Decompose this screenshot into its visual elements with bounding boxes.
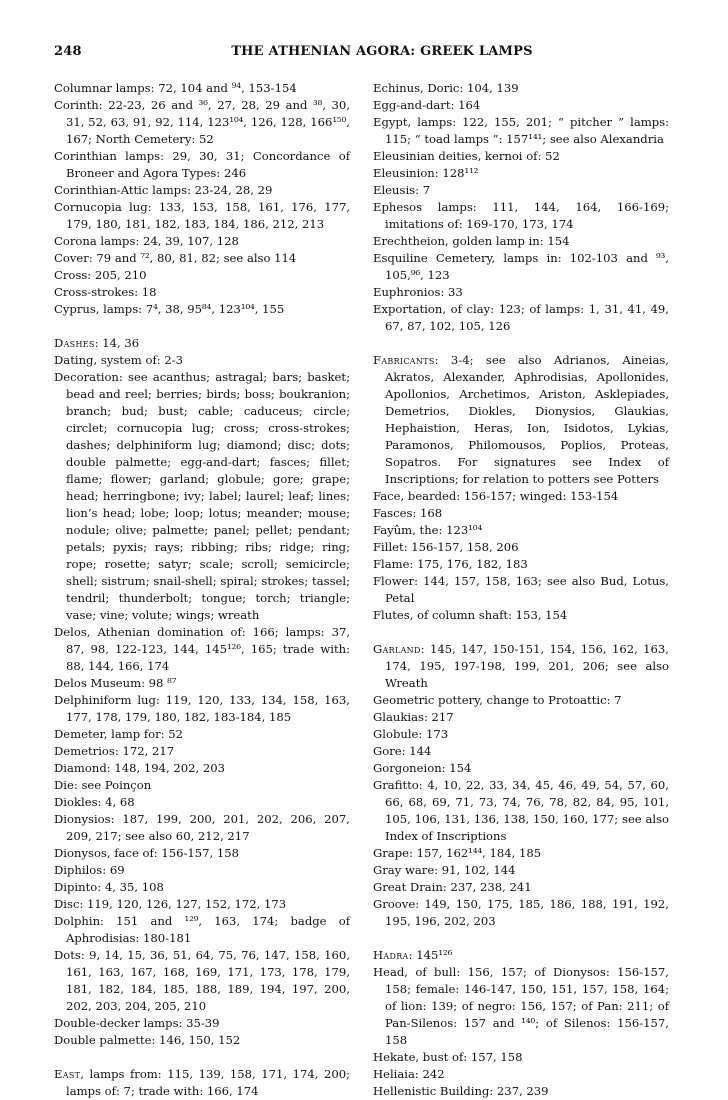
index-references: : 157, 162¹⁴⁴, 184, 185 xyxy=(409,846,542,860)
index-references: : 187, 199, 200, 201, 202, 206, 207, 209, 217; see also 60, 212, 217 xyxy=(66,812,350,843)
index-heading: Gorgoneion xyxy=(373,761,442,775)
index-heading: Cross xyxy=(54,268,88,282)
index-column-left xyxy=(54,80,350,1100)
index-entry xyxy=(373,573,669,607)
index-references: : see acanthus; astragal; bars; basket; bead and reel; berries; birds; boss; boukranion; branch; bud; bust; cable; caduceus; circle; circlet; cornucopia lug; cross; cross-strokes; dashes; delphiniform lug; diamond; disc; dots; double palmette; egg-and-dart; fasces; fillet; flame; flower; garland; globule; gore; grape; head; herringbone; ivy; label; laurel; leaf; lines; lion’s head; lobe; loop; lotus; meander; mouse; nodule; olive; palmette; panel; pellet; pendant; petals; pyxis; rays; ribbing; ribs; ridge; ring; rope; rosette; satyr; scale; scroll; semicircle; shell; sistrum; snail-shell; spiral; strokes; tassel; tendril; thunderbolt; tongue; torch; triangle; vase; vine; volute; wings; wreath xyxy=(66,370,350,622)
index-entry xyxy=(373,250,669,284)
index-references: : see Poinçon xyxy=(73,778,152,792)
index-heading: Diokles xyxy=(54,795,98,809)
index-heading: Eleusinion xyxy=(373,166,435,180)
index-references: , lamps from: 115, 139, 158, 171, 174, 200; lamps of: 7; trade with: 166, 174 xyxy=(66,1067,350,1098)
index-entry xyxy=(54,726,350,743)
index-entry xyxy=(54,148,350,182)
index-references: : 119, 120, 133, 134, 158, 163, 177, 178, 179, 180, 182, 183-184, 185 xyxy=(66,693,350,724)
running-title: THE ATHENIAN AGORA: GREEK LAMPS xyxy=(231,44,533,59)
index-entry xyxy=(54,862,350,879)
index-heading: Dionysos, face of xyxy=(54,846,154,860)
index-references: : 156-157; winged: 153-154 xyxy=(456,489,619,503)
index-heading: Dolphin xyxy=(54,914,101,928)
index-references: : 242 xyxy=(414,1067,445,1081)
index-heading: Columnar lamps xyxy=(54,81,151,95)
index-references: : 157, 158 xyxy=(463,1050,523,1064)
index-heading: Diphilos xyxy=(54,863,103,877)
index-references: : 2-3 xyxy=(156,353,184,367)
index-heading: Gore xyxy=(373,744,402,758)
index-entry xyxy=(373,114,669,148)
index-references: : 156-157, 158, 206 xyxy=(403,540,519,554)
index-heading: Double-decker lamps xyxy=(54,1016,179,1030)
index-references: : 145, 147, 150-151, 154, 156, 162, 163, 174, 195, 197-198, 199, 201, 206; see also Wreath xyxy=(385,642,669,690)
index-heading: Cross-strokes xyxy=(54,285,135,299)
index-heading: Delos, Athenian domination of xyxy=(54,625,242,639)
index-entry xyxy=(54,777,350,794)
index-references: : 205, 210 xyxy=(87,268,147,282)
index-references: : 4, 10, 22, 33, 34, 45, 46, 49, 54, 57, 60, 66, 68, 69, 71, 73, 74, 76, 78, 82, 84, 95, 101, 105, 106, 131, 136, 138, 150, 160, 177; see also Index of Inscriptions xyxy=(385,778,669,843)
index-entry xyxy=(373,760,669,777)
index-heading: Delphiniform lug xyxy=(54,693,156,707)
index-references: : 148, 194, 202, 203 xyxy=(106,761,226,775)
index-entry xyxy=(54,369,350,624)
index-references: : 52 xyxy=(537,149,560,163)
index-references: : 149, 150, 175, 185, 186, 188, 191, 192, 195, 196, 202, 203 xyxy=(385,897,669,928)
index-entry xyxy=(54,1032,350,1049)
index-entry xyxy=(373,709,669,726)
index-entry xyxy=(373,284,669,301)
index-heading: Cornucopia lug xyxy=(54,200,148,214)
index-references: : 23-24, 28, 29 xyxy=(187,183,273,197)
index-entry xyxy=(54,675,350,692)
index-entry xyxy=(373,199,669,233)
index-heading: Fillet xyxy=(373,540,404,554)
page-number: 248 xyxy=(54,44,82,59)
index-entry xyxy=(54,896,350,913)
index-entry xyxy=(373,556,669,573)
index-entry xyxy=(54,284,350,301)
index-entry xyxy=(373,80,669,97)
index-references: : 144, 157, 158, 163; see also Bud, Lotus, Petal xyxy=(385,574,669,605)
index-entry xyxy=(54,760,350,777)
index-heading: Flower xyxy=(373,574,415,588)
index-entry xyxy=(373,964,669,1049)
index-entry xyxy=(373,947,669,964)
index-heading: Ephesos lamps xyxy=(373,200,473,214)
index-references: : 35-39 xyxy=(178,1016,220,1030)
index-entry xyxy=(54,913,350,947)
index-heading: Corinth xyxy=(54,98,99,112)
index-references: : 3-4; see also Adrianos, Aineias, Akratos, Alexander, Aphrodisias, Apollonides, Apollonios, Archetimos, Ariston, Asklepiades, Demetrios, Diokles, Dionysios, Glaukias, Hephaistion, Heras, Ion, Isidotos, Lykias, Paramonos, Philomousos, Poplios, Proteas, Sopatros. For signatures see Index of Inscriptions; for relation to potters see Potters xyxy=(385,353,669,486)
index-heading: Esquiline Cemetery, lamps in xyxy=(373,251,558,265)
index-heading: Demeter, lamp for xyxy=(54,727,161,741)
index-references: : 72, 104 and xyxy=(150,81,232,95)
index-entry xyxy=(373,896,669,930)
index-heading: Hekate, bust of xyxy=(373,1050,464,1064)
index-references: : 123; of lamps: 1, 31, 41, 49, 67, 87, 102, 105, 126 xyxy=(385,302,669,333)
index-references: : 102-103 and ⁹³, 105,⁹⁶, 123 xyxy=(385,251,669,282)
index-references: : 172, 217 xyxy=(114,744,175,758)
index-heading: Dipinto xyxy=(54,880,98,894)
running-header xyxy=(54,44,680,64)
index-references: : 104, 139 xyxy=(459,81,519,95)
index-heading: Corona lamps xyxy=(54,234,136,248)
index-entry xyxy=(373,233,669,250)
index-references: , 153-154 xyxy=(241,81,297,95)
index-entry xyxy=(373,726,669,743)
index-heading: Double palmette xyxy=(54,1033,152,1047)
index-references: : 168 xyxy=(412,506,443,520)
index-references: : 166; lamps: 37, 87, 98, 122-123, 144, 145¹²⁶, 165; trade with: 88, 144, 166, 174 xyxy=(66,625,351,673)
index-entry xyxy=(54,250,350,267)
index-entry xyxy=(54,80,350,97)
index-references: : 151 and ¹²⁹, 163, 174; badge of Aphrodisias: 180-181 xyxy=(66,914,350,945)
index-entry xyxy=(373,845,669,862)
index-heading: Great Drain xyxy=(373,880,443,894)
index-heading: Demetrios xyxy=(54,744,115,758)
index-entry xyxy=(54,335,350,352)
index-column-right xyxy=(373,80,669,1100)
index-heading: Gray ware xyxy=(373,863,435,877)
index-heading: Globule xyxy=(373,727,419,741)
index-references: : 18 xyxy=(134,285,157,299)
index-heading: Fabricants xyxy=(373,353,435,367)
index-references: : 173 xyxy=(418,727,449,741)
index-heading: Flame xyxy=(373,557,410,571)
index-heading: Cyprus, lamps xyxy=(54,302,139,316)
index-heading: Grape xyxy=(373,846,409,860)
index-heading: Face, bearded xyxy=(373,489,457,503)
index-entry xyxy=(373,777,669,845)
index-references: : 24, 39, 107, 128 xyxy=(135,234,239,248)
index-heading: Eleusis xyxy=(373,183,416,197)
index-heading: Cover xyxy=(54,251,89,265)
index-references: : 237, 238, 241 xyxy=(442,880,532,894)
index-references: : 156-157, 158 xyxy=(153,846,240,860)
index-heading: Corinthian lamps xyxy=(54,149,161,163)
index-heading: Die xyxy=(54,778,74,792)
index-entry xyxy=(54,1066,350,1100)
index-heading: Decoration xyxy=(54,370,119,384)
index-entry xyxy=(54,267,350,284)
footnote-ref: 94 xyxy=(231,81,242,90)
index-references: : 111, 144, 164, 166-169; imitations of: 169-170, 173, 174 xyxy=(385,200,670,231)
index-entry xyxy=(373,522,669,539)
index-references: : 9, 14, 15, 36, 51, 64, 75, 76, 147, 158, 160, 161, 163, 167, 168, 169, 171, 173, 178, 179, 181, 182, 184, 185, 188, 189, 194, 197, 200, 202, 203, 204, 205, 210 xyxy=(66,948,350,1013)
index-references: : 133, 153, 158, 161, 176, 177, 179, 180, 181, 182, 183, 184, 186, 212, 213 xyxy=(66,200,351,231)
index-references: : 164 xyxy=(450,98,481,112)
index-heading: Fasces xyxy=(373,506,413,520)
index-references: : 237, 239 xyxy=(489,1084,549,1098)
index-heading: Head, of bull xyxy=(373,965,457,979)
index-references: : 119, 120, 126, 127, 152, 172, 173 xyxy=(79,897,287,911)
index-entry xyxy=(54,352,350,369)
index-references: : 217 xyxy=(423,710,454,724)
index-references: : 146, 150, 152 xyxy=(151,1033,241,1047)
index-heading: Euphronios xyxy=(373,285,441,299)
index-entry xyxy=(54,199,350,233)
index-heading: Geometric pottery, change to Protoattic xyxy=(373,693,607,707)
index-heading: Groove xyxy=(373,897,416,911)
index-references: : 79 and ⁷², 80, 81, 82; see also 114 xyxy=(88,251,297,265)
index-heading: Disc xyxy=(54,897,80,911)
index-references: : 98 ⁸⁷ xyxy=(141,676,177,690)
index-heading: Dots xyxy=(54,948,81,962)
index-references: : 154 xyxy=(441,761,472,775)
index-heading: Echinus, Doric xyxy=(373,81,460,95)
index-entry xyxy=(54,743,350,760)
index-entry xyxy=(54,301,350,318)
index-references: : 91, 102, 144 xyxy=(434,863,516,877)
index-references: : 128¹¹² xyxy=(434,166,479,180)
index-references: : 69 xyxy=(102,863,125,877)
index-entry xyxy=(373,607,669,624)
index-references: : 7 xyxy=(415,183,431,197)
index-heading: Dionysios xyxy=(54,812,111,826)
index-entry xyxy=(373,182,669,199)
index-references: : 153, 154 xyxy=(508,608,568,622)
index-entry xyxy=(54,947,350,1015)
index-heading: Egg-and-dart xyxy=(373,98,451,112)
index-heading: Diamond xyxy=(54,761,107,775)
index-entry xyxy=(373,301,669,335)
index-entry xyxy=(54,233,350,250)
index-heading: Fayûm, the xyxy=(373,523,439,537)
index-entry xyxy=(54,624,350,675)
index-references: : 154 xyxy=(539,234,570,248)
index-references: : 145¹²⁶ xyxy=(408,948,453,962)
index-heading: Heliaia xyxy=(373,1067,415,1081)
index-heading: Grafitto xyxy=(373,778,419,792)
index-references: : 22-23, 26 and ³⁶, 27, 28, 29 and ³⁸, 30, 31, 52, 63, 91, 92, 114, 123¹⁰⁴, 126, 128, 166¹⁵⁰, 167; North Cemetery: 52 xyxy=(66,98,350,146)
index-entry xyxy=(373,1049,669,1066)
index-references: : 4, 68 xyxy=(97,795,135,809)
index-heading: Erechtheion, golden lamp in xyxy=(373,234,540,248)
index-heading: Flutes, of column shaft xyxy=(373,608,509,622)
index-heading: Glaukias xyxy=(373,710,424,724)
index-heading: Delos Museum xyxy=(54,676,142,690)
index-entry xyxy=(373,97,669,114)
index-entry xyxy=(373,352,669,488)
index-references: : 14, 36 xyxy=(94,336,140,350)
index-entry xyxy=(373,165,669,182)
index-references: : 52 xyxy=(160,727,184,741)
index-heading: Dating, system of xyxy=(54,353,157,367)
index-entry xyxy=(54,97,350,148)
index-heading: Hadra xyxy=(373,948,409,962)
index-references: : 122, 155, 201; “ pitcher ” lamps: 115; “ toad lamps ”: 157¹⁴¹; see also Alexandria xyxy=(385,115,670,146)
index-entry xyxy=(54,845,350,862)
index-references: : 175, 176, 182, 183 xyxy=(409,557,528,571)
index-entry xyxy=(373,743,669,760)
index-entry xyxy=(54,811,350,845)
index-entry xyxy=(373,1083,669,1100)
index-heading: Egypt, lamps xyxy=(373,115,453,129)
index-entry xyxy=(373,148,669,165)
index-entry xyxy=(54,692,350,726)
index-entry xyxy=(54,182,350,199)
index-references: : 7 xyxy=(606,693,622,707)
index-entry xyxy=(373,692,669,709)
index-heading: Garland xyxy=(373,642,421,656)
index-entry xyxy=(373,1066,669,1083)
index-heading: Hellenistic Building xyxy=(373,1084,490,1098)
index-entry xyxy=(373,879,669,896)
index-references: : 29, 30, 31; Concordance of Broneer and Agora Types: 246 xyxy=(66,149,350,180)
index-heading: Eleusinian deities, kernoi of xyxy=(373,149,538,163)
index-entry xyxy=(54,879,350,896)
index-references: : 7⁴, 38, 95⁸⁴, 123¹⁰⁴, 155 xyxy=(138,302,285,316)
index-references: : 4, 35, 108 xyxy=(97,880,164,894)
index-heading: East xyxy=(54,1067,81,1081)
index-references: : 144 xyxy=(401,744,432,758)
index-entry xyxy=(373,505,669,522)
index-heading: Dashes xyxy=(54,336,95,350)
index-entry xyxy=(373,539,669,556)
index-heading: Exportation, of clay xyxy=(373,302,491,316)
index-entry xyxy=(54,794,350,811)
index-entry xyxy=(373,641,669,692)
index-references: : 123¹⁰⁴ xyxy=(438,523,483,537)
index-entry xyxy=(373,488,669,505)
index-entry xyxy=(373,862,669,879)
index-references: : 33 xyxy=(440,285,463,299)
index-heading: Corinthian-Attic lamps xyxy=(54,183,188,197)
index-references: : 156, 157; of Dionysos: 156-157, 158; female: 146-147, 150, 151, 157, 158, 164; of lion: 139; of negro: 156, 157; of Pan: 211; of Pan-Silenos: 157 and ¹⁴⁰; of Silenos: 156-157, 158 xyxy=(385,965,669,1047)
